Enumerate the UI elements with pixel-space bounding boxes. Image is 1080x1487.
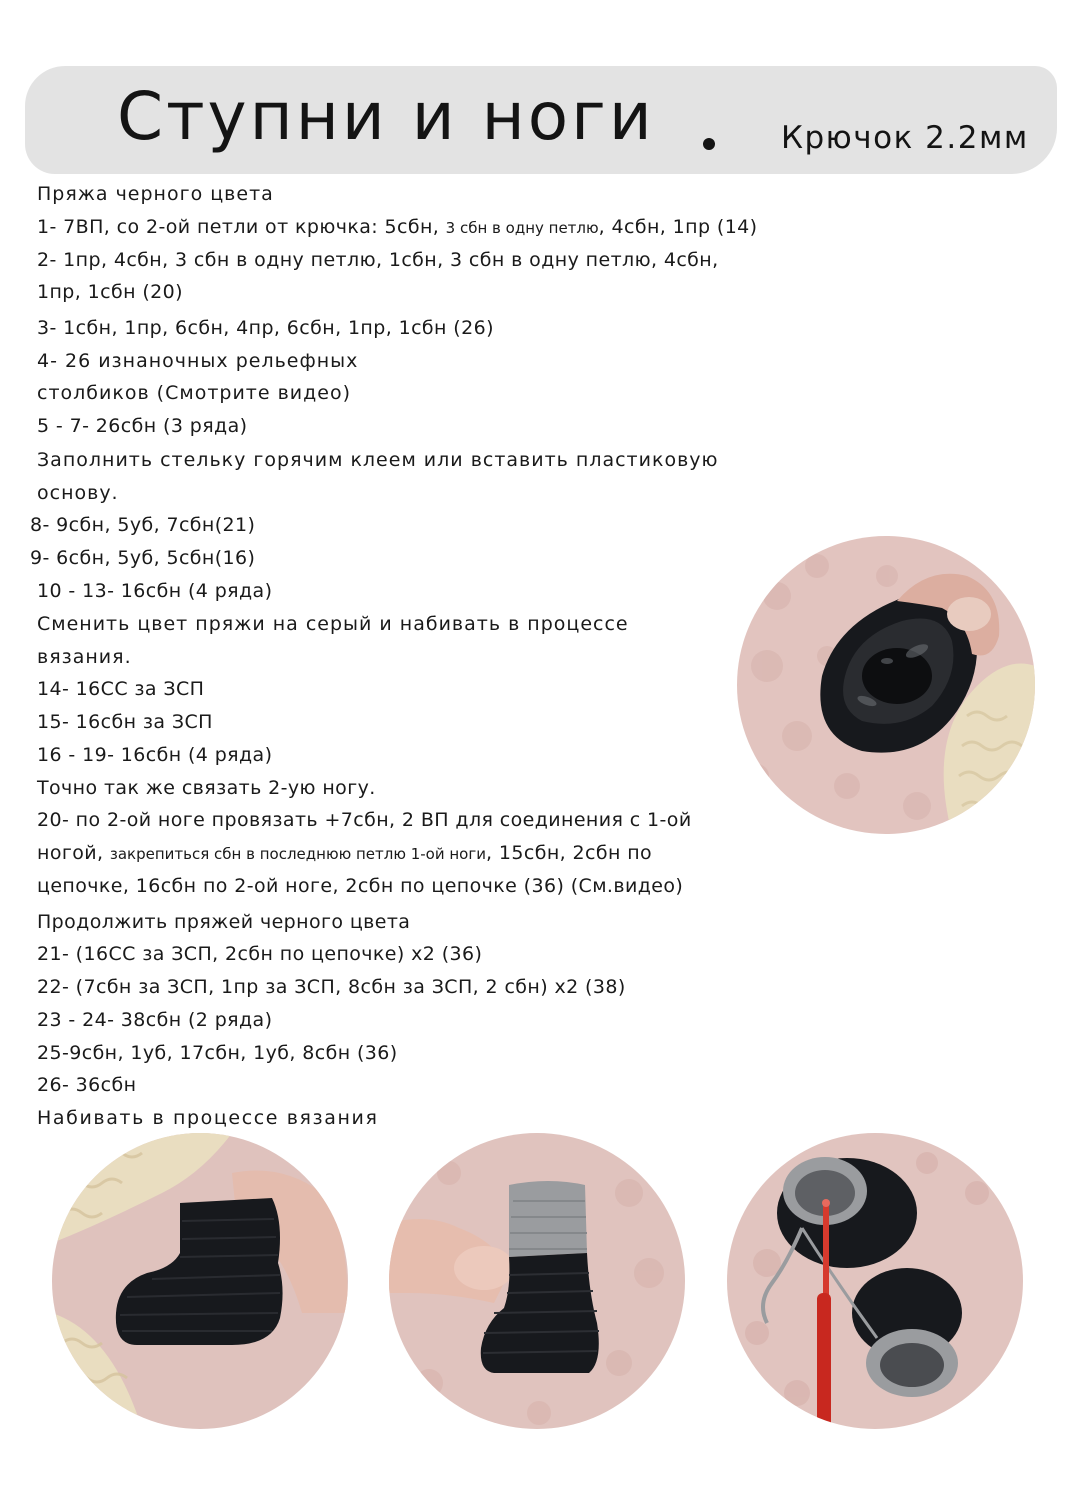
- instruction-line: 9- 6сбн, 5уб, 5сбн(16): [30, 547, 256, 569]
- instruction-line: 1- 7ВП, со 2-ой петли от крючка: 5сбн, 3 сбн в одну петлю, 4сбн, 1пр (14): [37, 216, 758, 238]
- instruction-line: 5 - 7- 26сбн (3 ряда): [37, 415, 248, 437]
- instruction-line: 15- 16сбн за ЗСП: [37, 711, 213, 733]
- instruction-line: вязания.: [37, 646, 132, 668]
- instruction-line: 25-9сбн, 1уб, 17сбн, 1уб, 8сбн (36): [37, 1042, 398, 1064]
- instruction-line: 8- 9сбн, 5уб, 7сбн(21): [30, 514, 256, 536]
- instruction-line: 23 - 24- 38сбн (2 ряда): [37, 1009, 273, 1031]
- instruction-line: 22- (7сбн за ЗСП, 1пр за ЗСП, 8сбн за ЗСП, 2 сбн) х2 (38): [37, 976, 626, 998]
- instruction-line: столбиков (Смотрите видео): [37, 382, 352, 404]
- instruction-line: 26- 36сбн: [37, 1074, 137, 1096]
- instruction-line: цепочке, 16сбн по 2-ой ноге, 2сбн по цепочке (36) (См.видео): [37, 875, 684, 897]
- instruction-line: ногой, закрепиться сбн в последнюю петлю 1-ой ноги, 15сбн, 2сбн по: [37, 842, 653, 864]
- instruction-line: 2- 1пр, 4сбн, 3 сбн в одну петлю, 1сбн, 3 сбн в одну петлю, 4сбн,: [37, 249, 719, 271]
- page-title: Ступни и ноги: [117, 78, 655, 155]
- instruction-line: Набивать в процессе вязания: [37, 1107, 379, 1129]
- instruction-line: 10 - 13- 16сбн (4 ряда): [37, 580, 273, 602]
- instruction-line: Заполнить стельку горячим клеем или вставить пластиковую: [37, 449, 719, 471]
- hook-size: Крючок 2.2мм: [781, 120, 1029, 156]
- instruction-line: 3- 1сбн, 1пр, 6сбн, 4пр, 6сбн, 1пр, 1сбн (26): [37, 317, 494, 339]
- photo-sole-with-glue: [737, 536, 1035, 834]
- instruction-line: 14- 16СС за ЗСП: [37, 678, 205, 700]
- instruction-line: основу.: [37, 482, 119, 504]
- bullet-dot: [703, 138, 715, 150]
- instruction-line: Пряжа черного цвета: [37, 183, 274, 205]
- instruction-line: 16 - 19- 16сбн (4 ряда): [37, 744, 273, 766]
- instruction-line: Точно так же связать 2-ую ногу.: [37, 777, 376, 799]
- instruction-line: Сменить цвет пряжи на серый и набивать в процессе: [37, 613, 629, 635]
- instruction-line: 21- (16СС за ЗСП, 2сбн по цепочке) х2 (36): [37, 943, 483, 965]
- instruction-line: 1пр, 1сбн (20): [37, 281, 183, 303]
- photo-black-bootie: [52, 1133, 348, 1429]
- instruction-line: 4- 26 изнаночных рельефных: [37, 350, 359, 372]
- photo-bootie-grey-cuff: [389, 1133, 685, 1429]
- instruction-line: Продолжить пряжей черного цвета: [37, 911, 411, 933]
- instruction-line: 20- по 2-ой ноге провязать +7сбн, 2 ВП для соединения с 1-ой: [37, 809, 692, 831]
- photo-two-legs-with-hook: [727, 1133, 1023, 1429]
